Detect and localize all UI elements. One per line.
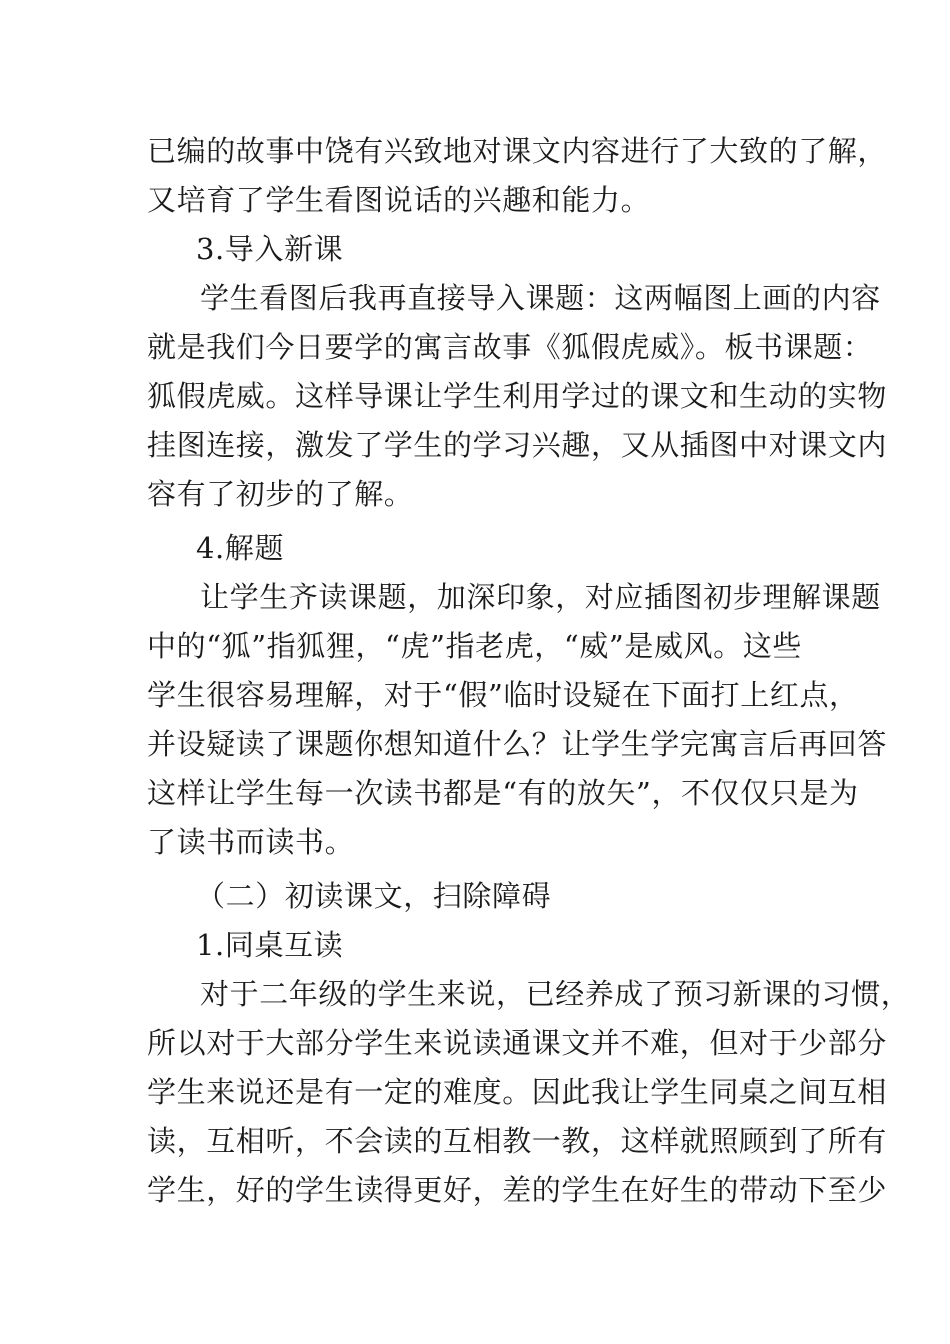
text-line: 学生很容易理解，对于“假”临时设疑在下面打上红点，: [147, 678, 859, 712]
text-line: 学生来说还是有一定的难度。因此我让学生同桌之间互相: [147, 1075, 888, 1109]
section-heading: 4.解题: [196, 531, 285, 565]
section-heading: 3.导入新课: [196, 232, 344, 266]
text-line: 又培育了学生看图说话的兴趣和能力。: [147, 183, 651, 217]
text-line: 已编的故事中饶有兴致地对课文内容进行了大致的了解，: [147, 134, 888, 168]
text-line: 所以对于大部分学生来说读通课文并不难，但对于少部分: [147, 1026, 888, 1060]
text-line: 挂图连接，激发了学生的学习兴趣，又从插图中对课文内: [147, 428, 888, 462]
text-line: 学生看图后我再直接导入课题：这两幅图上画的内容: [200, 281, 881, 315]
text-line: 就是我们今日要学的寓言故事《狐假虎威》。板书课题：: [147, 330, 873, 364]
text-line: 让学生齐读课题，加深印象，对应插图初步理解课题: [200, 580, 881, 614]
text-line: 对于二年级的学生来说，已经养成了预习新课的习惯，: [200, 977, 911, 1011]
text-line: 并设疑读了课题你想知道什么？让学生学完寓言后再回答: [147, 727, 888, 761]
text-line: 了读书而读书。: [147, 825, 355, 859]
section-heading: 1.同桌互读: [196, 928, 344, 962]
text-line: 容有了初步的了解。: [147, 477, 414, 511]
text-line: 这样让学生每一次读书都是“有的放矢”，不仅仅只是为: [147, 776, 859, 810]
text-line: 学生，好的学生读得更好，差的学生在好生的带动下至少: [147, 1173, 888, 1207]
section-heading: （二）初读课文，扫除障碍: [196, 879, 552, 913]
text-line: 读，互相听，不会读的互相教一教，这样就照顾到了所有: [147, 1124, 888, 1158]
text-line: 狐假虎威。这样导课让学生利用学过的课文和生动的实物: [147, 379, 888, 413]
text-line: 中的“狐”指狐狸，“虎”指老虎，“威”是威风。这些: [147, 629, 802, 663]
